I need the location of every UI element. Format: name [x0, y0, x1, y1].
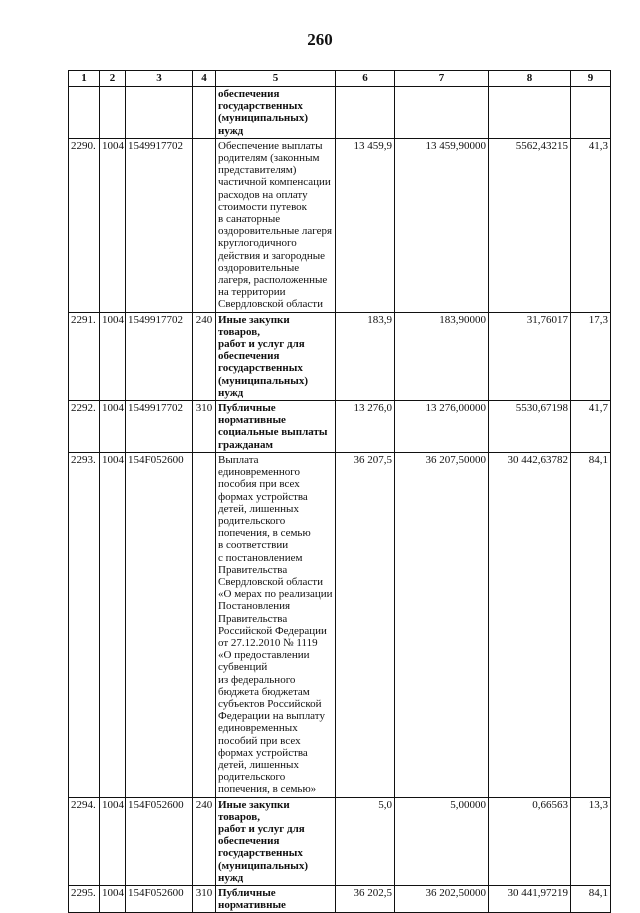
column-header: 5 — [216, 71, 336, 87]
expense-type: 310 — [193, 886, 216, 913]
column-header: 8 — [489, 71, 571, 87]
planned-amount: 13 276,0 — [336, 401, 395, 453]
table-row — [69, 312, 611, 400]
section-code: 1004 — [100, 312, 126, 400]
budget-table — [68, 70, 611, 913]
approved-amount: 36 207,50000 — [395, 452, 489, 797]
column-header: 7 — [395, 71, 489, 87]
page-number: 260 — [307, 30, 333, 49]
row-number: 2292. — [69, 401, 100, 453]
row-description: Публичные нормативные — [216, 886, 336, 913]
section-code: 1004 — [100, 401, 126, 453]
planned-amount — [336, 87, 395, 139]
expense-type — [193, 452, 216, 797]
target-code — [126, 87, 193, 139]
executed-amount: 30 441,97219 — [489, 886, 571, 913]
column-header: 9 — [571, 71, 611, 87]
section-code — [100, 87, 126, 139]
target-code: 154F052600 — [126, 886, 193, 913]
target-code: 154F052600 — [126, 452, 193, 797]
execution-percent: 13,3 — [571, 797, 611, 885]
table-row — [69, 401, 611, 453]
column-header: 6 — [336, 71, 395, 87]
table-row — [69, 886, 611, 913]
row-number: 2294. — [69, 797, 100, 885]
row-description: Публичные нормативные социальные выплаты гражданам — [216, 401, 336, 453]
planned-amount: 5,0 — [336, 797, 395, 885]
execution-percent: 17,3 — [571, 312, 611, 400]
column-header: 1 — [69, 71, 100, 87]
column-header: 4 — [193, 71, 216, 87]
row-description: Выплата единовременного пособия при всех формах устройства детей, лишенных родительского попечения, в семью в соответствии с постановлением Правительства Свердловской области «О мерах по реализации Постановления Правительства Российской Федерации от 27.12.2010 № 1119 «О предоставлении субвенций из федерального бюджета бюджетам субъектов Российской Федерации на выплату единовременных пособий при всех формах устройства детей, лишенных родительского попечения, в семью» — [216, 452, 336, 797]
approved-amount: 36 202,50000 — [395, 886, 489, 913]
planned-amount: 13 459,9 — [336, 138, 395, 312]
table-row — [69, 797, 611, 885]
target-code: 1549917702 — [126, 312, 193, 400]
expense-type — [193, 138, 216, 312]
header-row — [69, 71, 611, 87]
approved-amount: 5,00000 — [395, 797, 489, 885]
table-row — [69, 138, 611, 312]
row-description: Иные закупки товаров, работ и услуг для обеспечения государственных (муниципальных) нужд — [216, 797, 336, 885]
approved-amount: 13 459,90000 — [395, 138, 489, 312]
executed-amount: 30 442,63782 — [489, 452, 571, 797]
row-description: Иные закупки товаров, работ и услуг для обеспечения государственных (муниципальных) нужд — [216, 312, 336, 400]
execution-percent — [571, 87, 611, 139]
row-description: обеспечения государственных (муниципальных) нужд — [216, 87, 336, 139]
section-code: 1004 — [100, 452, 126, 797]
approved-amount — [395, 87, 489, 139]
table-row — [69, 87, 611, 139]
executed-amount: 5530,67198 — [489, 401, 571, 453]
row-number: 2291. — [69, 312, 100, 400]
executed-amount: 0,66563 — [489, 797, 571, 885]
planned-amount: 36 202,5 — [336, 886, 395, 913]
target-code: 1549917702 — [126, 401, 193, 453]
section-code: 1004 — [100, 886, 126, 913]
section-code: 1004 — [100, 138, 126, 312]
target-code: 154F052600 — [126, 797, 193, 885]
execution-percent: 84,1 — [571, 886, 611, 913]
expense-type: 240 — [193, 797, 216, 885]
approved-amount: 183,90000 — [395, 312, 489, 400]
execution-percent: 41,3 — [571, 138, 611, 312]
planned-amount: 183,9 — [336, 312, 395, 400]
row-number: 2293. — [69, 452, 100, 797]
executed-amount — [489, 87, 571, 139]
planned-amount: 36 207,5 — [336, 452, 395, 797]
expense-type: 310 — [193, 401, 216, 453]
execution-percent: 84,1 — [571, 452, 611, 797]
section-code: 1004 — [100, 797, 126, 885]
expense-type: 240 — [193, 312, 216, 400]
row-description: Обеспечение выплаты родителям (законным представителям) частичной компенсации расходов на оплату стоимости путевок в санаторные оздоровительные лагеря круглогодичного действия и загородные оздоровительные лагеря, расположенные на территории Свердловской области — [216, 138, 336, 312]
execution-percent: 41,7 — [571, 401, 611, 453]
column-header: 2 — [100, 71, 126, 87]
row-number: 2295. — [69, 886, 100, 913]
column-header: 3 — [126, 71, 193, 87]
target-code: 1549917702 — [126, 138, 193, 312]
approved-amount: 13 276,00000 — [395, 401, 489, 453]
table-row — [69, 452, 611, 797]
row-number: 2290. — [69, 138, 100, 312]
row-number — [69, 87, 100, 139]
expense-type — [193, 87, 216, 139]
executed-amount: 5562,43215 — [489, 138, 571, 312]
executed-amount: 31,76017 — [489, 312, 571, 400]
